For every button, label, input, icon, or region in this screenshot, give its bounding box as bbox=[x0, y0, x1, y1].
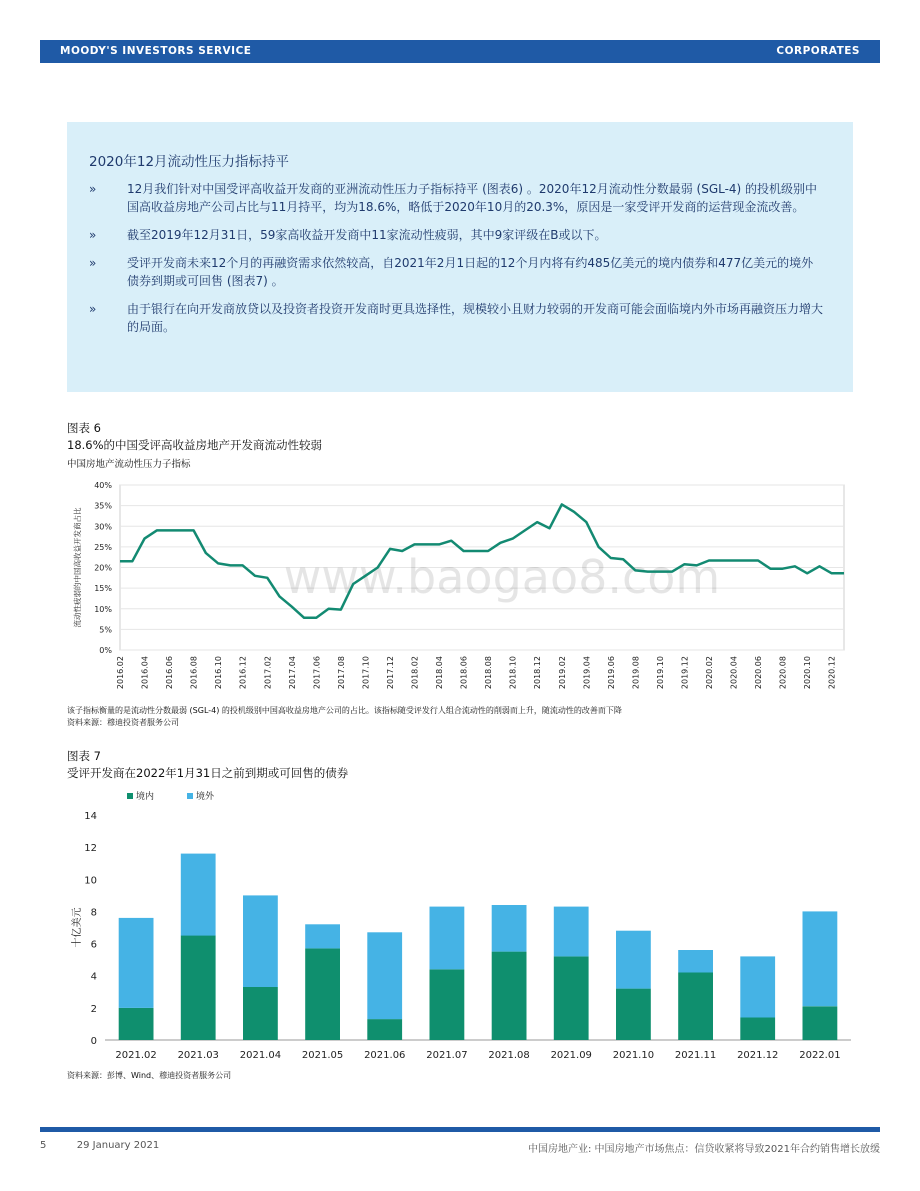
figure6-source: 资料来源：穆迪投资者服务公司 bbox=[67, 718, 179, 727]
figure7-title: 受评开发商在2022年1月31日之前到期或可回售的债券 bbox=[67, 766, 349, 780]
y-tick-label: 4 bbox=[90, 971, 97, 983]
legend-label: 境外 bbox=[196, 792, 215, 802]
summary-bullets bbox=[89, 180, 824, 346]
y-tick-label: 10 bbox=[84, 875, 97, 887]
bar-segment bbox=[119, 1008, 154, 1040]
x-tick-label: 2016.04 bbox=[140, 656, 150, 690]
x-tick-label: 2020.02 bbox=[705, 656, 715, 690]
list-item bbox=[89, 226, 824, 244]
bullet-glyph: » bbox=[89, 228, 97, 242]
x-tick-label: 2020.04 bbox=[729, 656, 739, 690]
y-tick-label: 30% bbox=[94, 522, 112, 532]
bar-segment bbox=[243, 987, 278, 1040]
bullet-text: 12月我们针对中国受评高收益开发商的亚洲流动性压力子指标持平 (图表6) 。2020年12月流动性分数最弱 (SGL-4) 的投机级别中国高收益房地产公司占比与11月持平，均为18.6%，略低于2020年10月的20.3%，原因是一家受评开发商的运营现金流改善。 bbox=[127, 182, 818, 214]
x-tick-label: 2018.10 bbox=[508, 656, 518, 690]
footer-date: 29 January 2021 bbox=[76, 1140, 160, 1151]
x-tick-label: 2017.10 bbox=[361, 656, 371, 690]
x-tick-label: 2021.05 bbox=[301, 1050, 344, 1061]
y-tick-label: 14 bbox=[84, 811, 97, 822]
x-tick-label: 2022.01 bbox=[799, 1050, 841, 1061]
bullet-glyph: » bbox=[89, 302, 97, 316]
section-name: CORPORATES bbox=[776, 45, 860, 57]
footer-report-title: 中国房地产业: 中国房地产市场焦点：信贷收紧将导致2021年合约销售增长放缓 bbox=[528, 1144, 880, 1155]
x-tick-label: 2017.06 bbox=[312, 656, 322, 690]
bar-segment bbox=[740, 956, 775, 1017]
bullet-glyph: » bbox=[89, 256, 97, 270]
bar-segment bbox=[803, 911, 838, 1006]
x-tick-label: 2017.02 bbox=[263, 656, 273, 690]
page-number: 5 bbox=[40, 1140, 47, 1151]
x-tick-label: 2019.12 bbox=[680, 656, 690, 690]
x-tick-label: 2017.04 bbox=[287, 656, 297, 690]
footer-left bbox=[40, 1140, 159, 1151]
x-tick-label: 2017.12 bbox=[385, 656, 395, 690]
x-tick-label: 2018.06 bbox=[459, 656, 469, 690]
bond-maturity-bar-chart bbox=[67, 785, 857, 1065]
x-tick-label: 2019.10 bbox=[655, 656, 665, 690]
figure6-note: 该子指标衡量的是流动性分数最弱 (SGL-4) 的投机级别中国高收益房地产公司的占比。该指标随受评发行人组合流动性的削弱而上升，随流动性的改善而下降 bbox=[67, 706, 622, 715]
y-tick-label: 15% bbox=[94, 584, 112, 594]
legend-swatch bbox=[187, 793, 193, 799]
bar-segment bbox=[616, 931, 651, 989]
bullet-glyph: » bbox=[89, 182, 97, 196]
x-tick-label: 2019.08 bbox=[631, 656, 641, 690]
x-tick-label: 2021.09 bbox=[550, 1050, 592, 1061]
bar-segment bbox=[430, 907, 465, 970]
bar-segment bbox=[554, 956, 589, 1040]
bar-segment bbox=[740, 1018, 775, 1041]
x-tick-label: 2020.10 bbox=[803, 656, 813, 690]
bar-segment bbox=[181, 936, 216, 1041]
x-tick-label: 2018.04 bbox=[435, 656, 445, 690]
bar-segment bbox=[803, 1006, 838, 1040]
x-tick-label: 2016.10 bbox=[214, 656, 224, 690]
y-tick-label: 0% bbox=[99, 646, 112, 655]
watermark-text: www.baogao8.com bbox=[283, 550, 721, 604]
y-tick-label: 0 bbox=[90, 1036, 97, 1047]
x-tick-label: 2018.12 bbox=[533, 656, 543, 690]
bar-segment bbox=[678, 950, 713, 973]
bar-segment bbox=[119, 918, 154, 1008]
bar-segment bbox=[430, 969, 465, 1040]
x-tick-label: 2021.12 bbox=[737, 1050, 779, 1061]
y-tick-label: 35% bbox=[94, 501, 112, 511]
x-tick-label: 2021.06 bbox=[364, 1050, 406, 1061]
figure6-title: 18.6%的中国受评高收益房地产开发商流动性较弱 bbox=[67, 438, 323, 452]
liquidity-line-chart bbox=[67, 475, 853, 700]
x-tick-label: 2019.02 bbox=[557, 656, 567, 690]
figure6-label: 图表 6 bbox=[67, 421, 101, 435]
y-tick-label: 6 bbox=[90, 939, 97, 951]
footer-bar bbox=[40, 1127, 880, 1132]
legend-swatch bbox=[127, 793, 133, 799]
x-tick-label: 2021.03 bbox=[177, 1050, 219, 1061]
y-axis-label: 流动性疲弱的中国高收益开发商占比 bbox=[73, 507, 82, 628]
x-tick-label: 2021.04 bbox=[239, 1050, 282, 1061]
list-item bbox=[89, 254, 824, 290]
x-tick-label: 2020.12 bbox=[827, 656, 837, 690]
bar-segment bbox=[181, 854, 216, 936]
bar-segment bbox=[554, 907, 589, 957]
summary-title: 2020年12月流动性压力指标持平 bbox=[89, 154, 290, 170]
bar-segment bbox=[305, 948, 340, 1040]
y-tick-label: 20% bbox=[94, 563, 112, 573]
figure6-subtitle: 中国房地产流动性压力子指标 bbox=[67, 459, 191, 470]
bullet-text: 受评开发商未来12个月的再融资需求依然较高，自2021年2月1日起的12个月内将有约485亿美元的境内债券和477亿美元的境外债券到期或可回售 (图表7) 。 bbox=[127, 256, 814, 288]
list-item bbox=[89, 300, 824, 336]
bar-segment bbox=[305, 924, 340, 948]
bar-segment bbox=[367, 932, 402, 1019]
y-tick-label: 5% bbox=[99, 625, 112, 635]
x-tick-label: 2019.04 bbox=[582, 656, 592, 690]
bullet-text: 截至2019年12月31日，59家高收益开发商中11家流动性疲弱，其中9家评级在B或以下。 bbox=[127, 228, 607, 242]
y-tick-label: 8 bbox=[90, 907, 97, 919]
x-tick-label: 2019.06 bbox=[606, 656, 616, 690]
figure7-label: 图表 7 bbox=[67, 749, 101, 763]
bullet-text: 由于银行在向开发商放贷以及投资者投资开发商时更具选择性，规模较小且财力较弱的开发商可能会面临境内外市场再融资压力增大的局面。 bbox=[127, 302, 824, 334]
bar-segment bbox=[492, 952, 527, 1040]
x-tick-label: 2016.08 bbox=[189, 656, 199, 690]
bar-segment bbox=[678, 973, 713, 1041]
x-tick-label: 2016.02 bbox=[116, 656, 125, 690]
x-tick-label: 2018.02 bbox=[410, 656, 420, 690]
x-tick-label: 2021.02 bbox=[115, 1050, 157, 1061]
x-tick-label: 2016.12 bbox=[238, 656, 248, 690]
x-tick-label: 2020.08 bbox=[778, 656, 788, 690]
x-tick-label: 2021.08 bbox=[488, 1050, 530, 1061]
y-tick-label: 10% bbox=[94, 604, 112, 614]
y-tick-label: 12 bbox=[84, 843, 97, 855]
publisher-name: MOODY'S INVESTORS SERVICE bbox=[60, 45, 252, 57]
x-tick-label: 2017.08 bbox=[336, 656, 346, 690]
y-tick-label: 25% bbox=[94, 542, 112, 552]
bar-segment bbox=[367, 1019, 402, 1040]
y-axis-label: 十亿美元 bbox=[72, 907, 83, 948]
x-tick-label: 2020.06 bbox=[754, 656, 764, 690]
bar-segment bbox=[492, 905, 527, 952]
x-tick-label: 2016.06 bbox=[165, 656, 175, 690]
list-item bbox=[89, 180, 824, 216]
y-tick-label: 40% bbox=[94, 481, 112, 490]
y-tick-label: 2 bbox=[90, 1003, 97, 1015]
x-tick-label: 2021.07 bbox=[426, 1050, 468, 1061]
summary-box bbox=[67, 122, 853, 392]
x-tick-label: 2018.08 bbox=[484, 656, 494, 690]
figure7-source: 资料来源：彭博、Wind、穆迪投资者服务公司 bbox=[67, 1071, 232, 1080]
bar-segment bbox=[616, 989, 651, 1040]
bar-segment bbox=[243, 895, 278, 987]
x-tick-label: 2021.10 bbox=[612, 1050, 655, 1061]
legend-label: 境内 bbox=[136, 792, 155, 802]
page-header-bar bbox=[40, 40, 880, 63]
x-tick-label: 2021.11 bbox=[674, 1050, 717, 1061]
